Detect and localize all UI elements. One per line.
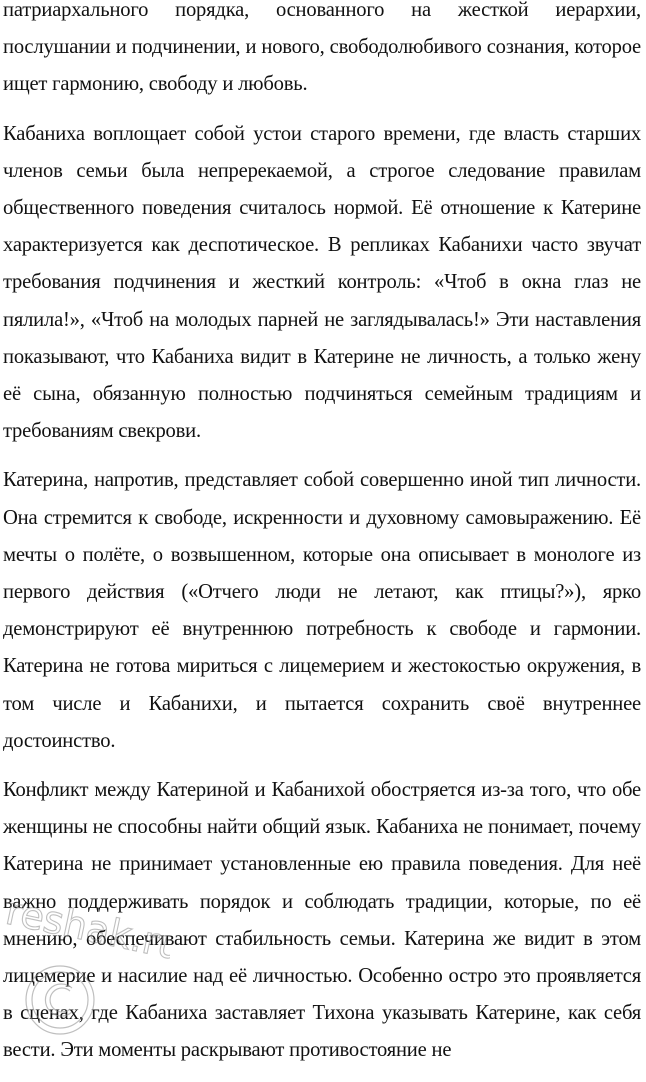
document-page: [3, 0, 641, 1082]
paragraph-1: патриархального порядка, основанного на жесткой иерархии, послушании и подчинении, и нового, свободолюбивого сознания, которое ищет гармонию, свободу и любовь.: [3, 0, 641, 96]
watermark-text: reshak.ru: [2, 895, 170, 970]
paragraph-2: Кабаниха воплощает собой устои старого времени, где власть старших членов семьи была непререкаемой, а строгое следование правилам общественного поведения считалось нормой. Её отношение к Катерине характеризуется как деспотическое. В репликах Кабанихи часто звучат требования подчинения и жесткий контроль: «Чтоб в окна глаз не пялила!», «Чтоб на молодых парней не заглядывалась!» Эти наставления показывают, что Кабаниха видит в Катерине не личность, а только жену её сына, обязанную полностью подчиняться семейным традициям и требованиям свекрови.: [3, 122, 641, 443]
paragraph-4: Конфликт между Катериной и Кабанихой обостряется из-за того, что обе женщины не способны найти общий язык. Кабаниха не понимает, почему Катерина не принимает установленные ею правила поведения. Для неё важно поддерживать порядок и соблюдать традиции, которые, по её мнению, обеспечивают стабильность семьи. Катерина же видит в этом лицемерие и насилие над её личностью. Особенно остро это проявляется в сценах, где Кабаниха заставляет Тихона указывать Катерине, как себя вести. Эти моменты раскрывают противостояние не: [3, 779, 641, 1062]
paragraph-3: Катерина, напротив, представляет собой совершенно иной тип личности. Она стремится к свободе, искренности и духовному самовыражению. Её мечты о полёте, о возвышенном, которые она описывает в монологе из первого действия («Отчего люди не летают, как птицы?»), ярко демонстрируют её внутреннюю потребность к свободе и гармонии. Катерина не готова мириться с лицемерием и жестокостью окружения, в том числе и Кабанихи, и пытается сохранить своё внутреннее достоинство.: [3, 469, 641, 752]
